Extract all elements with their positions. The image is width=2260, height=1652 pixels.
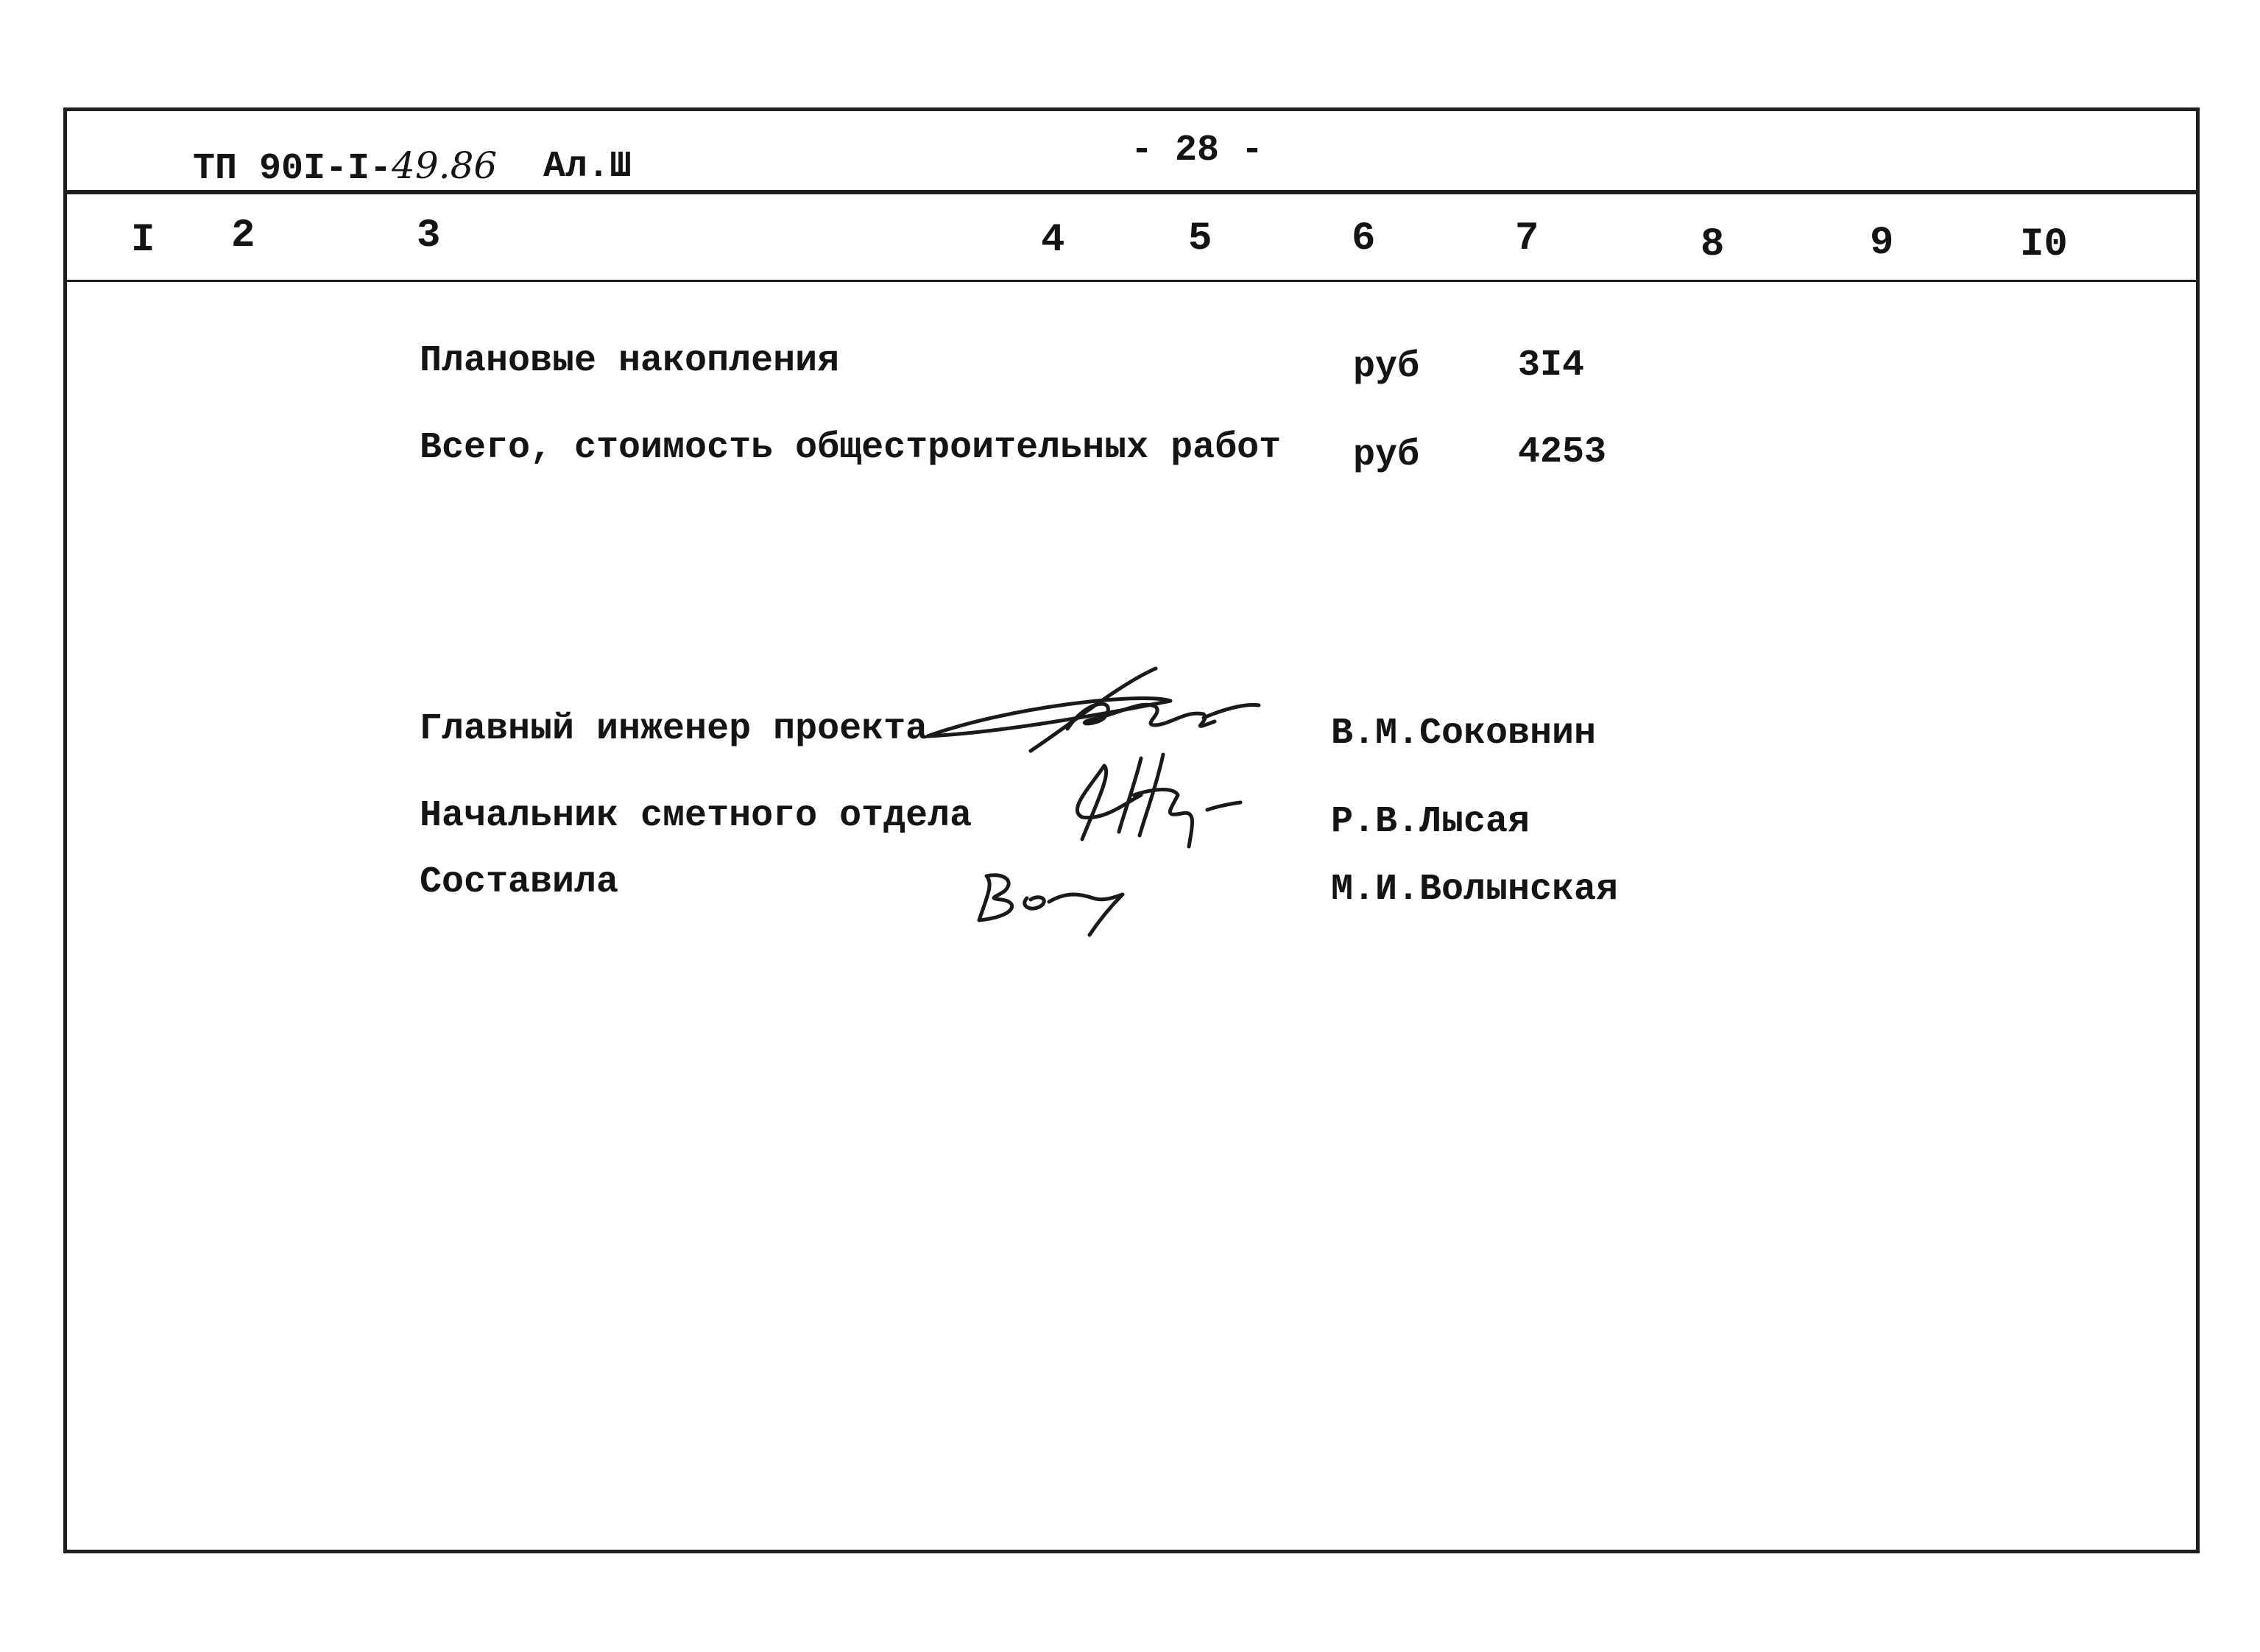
- estimate-dept-head-signature: [1053, 744, 1251, 854]
- page-number: - 28 -: [1131, 130, 1264, 172]
- column-header-divider: [63, 280, 2200, 282]
- doc-code: [193, 144, 497, 190]
- doc-code-handwritten: 49.86: [392, 144, 498, 187]
- column-number: I0: [2020, 222, 2068, 267]
- column-number: 8: [1701, 222, 1725, 267]
- row-value: 4253: [1518, 431, 1607, 473]
- header-divider: [63, 190, 2200, 194]
- signature-name: В.М.Соковнин: [1331, 713, 1597, 755]
- row-unit: руб: [1353, 346, 1420, 388]
- column-number: I: [131, 218, 155, 263]
- column-number: 5: [1188, 216, 1212, 261]
- column-number: 3: [417, 213, 441, 258]
- signature-role: Главный инженер проекта: [420, 708, 928, 750]
- row-name: Плановые накопления: [420, 340, 840, 382]
- signature-name: М.И.Волынская: [1331, 869, 1619, 911]
- signature-name: Р.В.Лысая: [1331, 801, 1530, 843]
- album-label: Ал.Ш: [543, 146, 632, 188]
- signature-role: Начальник сметного отдела: [420, 795, 972, 837]
- row-name: Всего, стоимость общестроительных работ: [420, 427, 1282, 469]
- column-number: 6: [1352, 216, 1376, 261]
- compiler-signature: [964, 854, 1134, 942]
- column-number: 9: [1870, 221, 1894, 266]
- signature-role: Составила: [420, 861, 619, 903]
- row-unit: руб: [1353, 434, 1420, 476]
- column-number: 4: [1041, 218, 1065, 263]
- row-value: 3I4: [1518, 345, 1585, 386]
- column-number: 2: [231, 213, 255, 258]
- column-number: 7: [1515, 216, 1539, 261]
- doc-code-printed: ТП 90І-І-: [193, 148, 392, 190]
